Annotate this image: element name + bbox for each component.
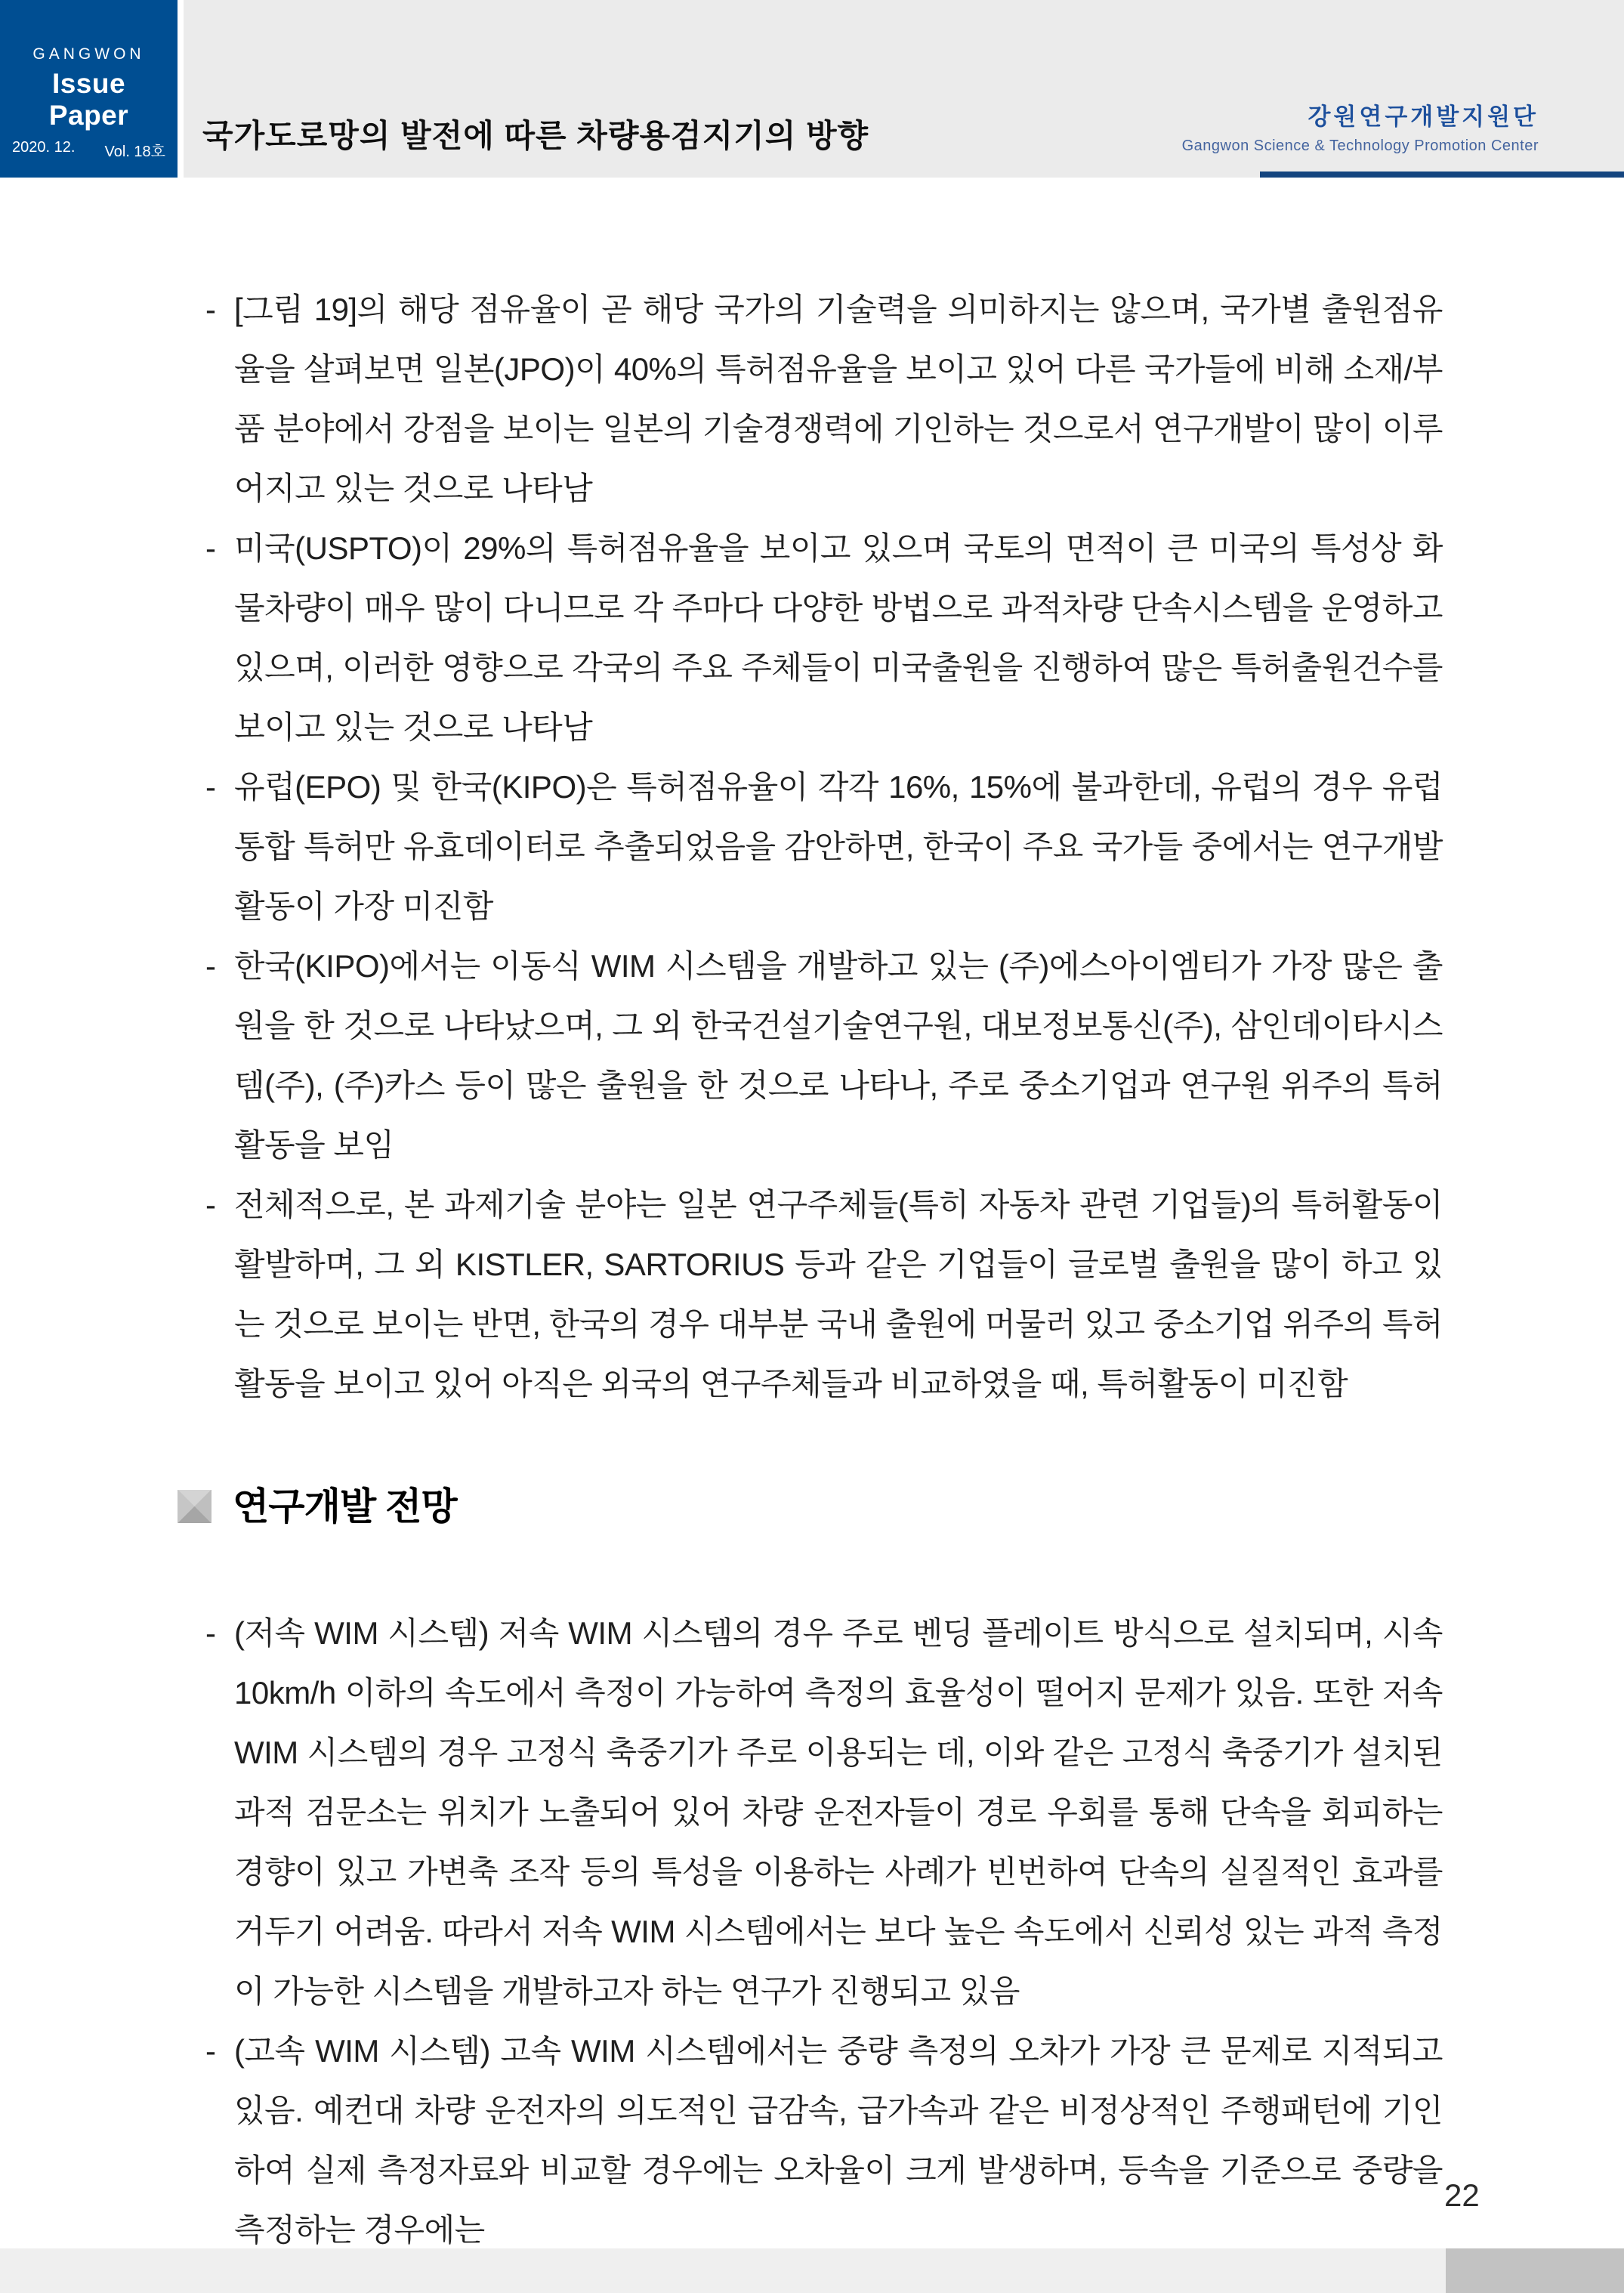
bullet-item [205,2021,1443,2260]
brand-date: 2020. 12. [12,139,76,156]
bullet-marker: - [205,2033,216,2069]
brand-issue-paper-label: Issue Paper [48,68,129,131]
bullet-item [205,1603,1443,2021]
bullet-text: [그림 19]의 해당 점유율이 곧 해당 국가의 기술력을 의미하지는 않으며, 국가별 출원점유율을 살펴보면 일본(JPO)이 40%의 특허점유율을 보이고 있어 다른 국가들에 비해 소재/부품 분야에서 강점을 보이는 일본의 기술경쟁력에 기인하는 것으로서 연구개발이 많이 이루어지고 있는 것으로 나타남 [234,292,1443,506]
bullet-text: 유럽(EPO) 및 한국(KIPO)은 특허점유율이 각각 16%, 15%에 불과한데, 유럽의 경우 유럽통합 특허만 유효데이터로 추출되었음을 감안하면, 한국이 주요 국가들 중에서는 연구개발활동이 가장 미진함 [234,769,1443,924]
brand-volume: Vol. 18호 [104,144,165,160]
org-name: 강원연구개발지원단 [1308,104,1539,130]
footer-strip [0,2248,1624,2293]
bullet-marker: - [205,530,216,566]
bullet-text: (저속 WIM 시스템) 저속 WIM 시스템의 경우 주로 벤딩 플레이트 방식으로 설치되며, 시속 10km/h 이하의 속도에서 측정이 가능하여 측정의 효율성이 떨어지 문제가 있음. 또한 저속 WIM 시스템의 경우 고정식 축중기가 주로 이용되는 데, 이와 같은 고정식 축중기가 설치된 과적 검문소는 위치가 노출되어 있어 차량 운전자들이 경로 우회를 통해 단속을 회피하는 경향이 있고 가변축 조작 등의 특성을 이용하는 사례가 빈번하여 단속의 실질적인 효과를 거두기 어려움. 따라서 저속 WIM 시스템에서는 보다 높은 속도에서 신뢰성 있는 과적 측정이 가능한 시스템을 개발하고자 하는 연구가 진행되고 있음 [234,1615,1443,2009]
page-number: 22 [1444,2177,1480,2213]
header-accent-bar [1260,172,1624,178]
header-strip [184,0,1624,178]
document-body [205,280,1443,2260]
bullet-item [205,936,1443,1175]
section-heading [178,1485,1443,1528]
doc-title: 국가도로망의 발전에 따른 차량용검지기의 방향 [202,118,869,153]
bullet-text: 한국(KIPO)에서는 이동식 WIM 시스템을 개발하고 있는 (주)에스아이엠티가 가장 많은 출원을 한 것으로 나타났으며, 그 외 한국건설기술연구원, 대보정보통신(주), 삼인데이타시스템(주), (주)카스 등이 많은 출원을 한 것으로 나타나, 주로 중소기업과 연구원 위주의 특허활동을 보임 [234,948,1443,1163]
org-block [1182,97,1539,155]
bullet-item [205,518,1443,757]
bullet-marker: - [205,1615,216,1651]
brand-gangwon-label: GANGWON [32,45,145,63]
bullet-item [205,280,1443,518]
bullet-text: 미국(USPTO)이 29%의 특허점유율을 보이고 있으며 국토의 면적이 큰 미국의 특성상 화물차량이 매우 많이 다니므로 각 주마다 다양한 방법으로 과적차량 단속시스템을 운영하고 있으며, 이러한 영향으로 각국의 주요 주체들이 미국출원을 진행하여 많은 특허출원건수를 보이고 있는 것으로 나타남 [234,530,1443,745]
bullet-text: (고속 WIM 시스템) 고속 WIM 시스템에서는 중량 측정의 오차가 가장 큰 문제로 지적되고 있음. 예컨대 차량 운전자의 의도적인 급감속, 급가속과 같은 비정상적인 주행패턴에 기인하여 실제 측정자료와 비교할 경우에는 오차율이 크게 발생하며, 등속을 기준으로 중량을 측정하는 경우에는 [234,2033,1443,2248]
footer-strip-accent [1446,2248,1624,2293]
section-heading-label: 연구개발 전망 [233,1485,457,1528]
section-marker-icon [178,1490,211,1523]
org-name-en: Gangwon Science & Technology Promotion Center [1181,138,1539,154]
bullet-item [205,1175,1443,1414]
brand-date-vol [11,139,167,161]
bullet-item [205,757,1443,936]
brand-box [0,0,178,178]
bullet-text: 전체적으로, 본 과제기술 분야는 일본 연구주체들(특히 자동차 관련 기업들)의 특허활동이 활발하며, 그 외 KISTLER, SARTORIUS 등과 같은 기업들이 글로벌 출원을 많이 하고 있는 것으로 보이는 반면, 한국의 경우 대부분 국내 출원에 머물러 있고 중소기업 위주의 특허활동을 보이고 있어 아직은 외국의 연구주체들과 비교하였을 때, 특허활동이 미진함 [234,1187,1443,1401]
bullet-marker: - [205,1187,216,1222]
bullet-marker: - [205,769,216,805]
bullet-marker: - [205,948,216,984]
bullet-marker: - [205,292,216,327]
